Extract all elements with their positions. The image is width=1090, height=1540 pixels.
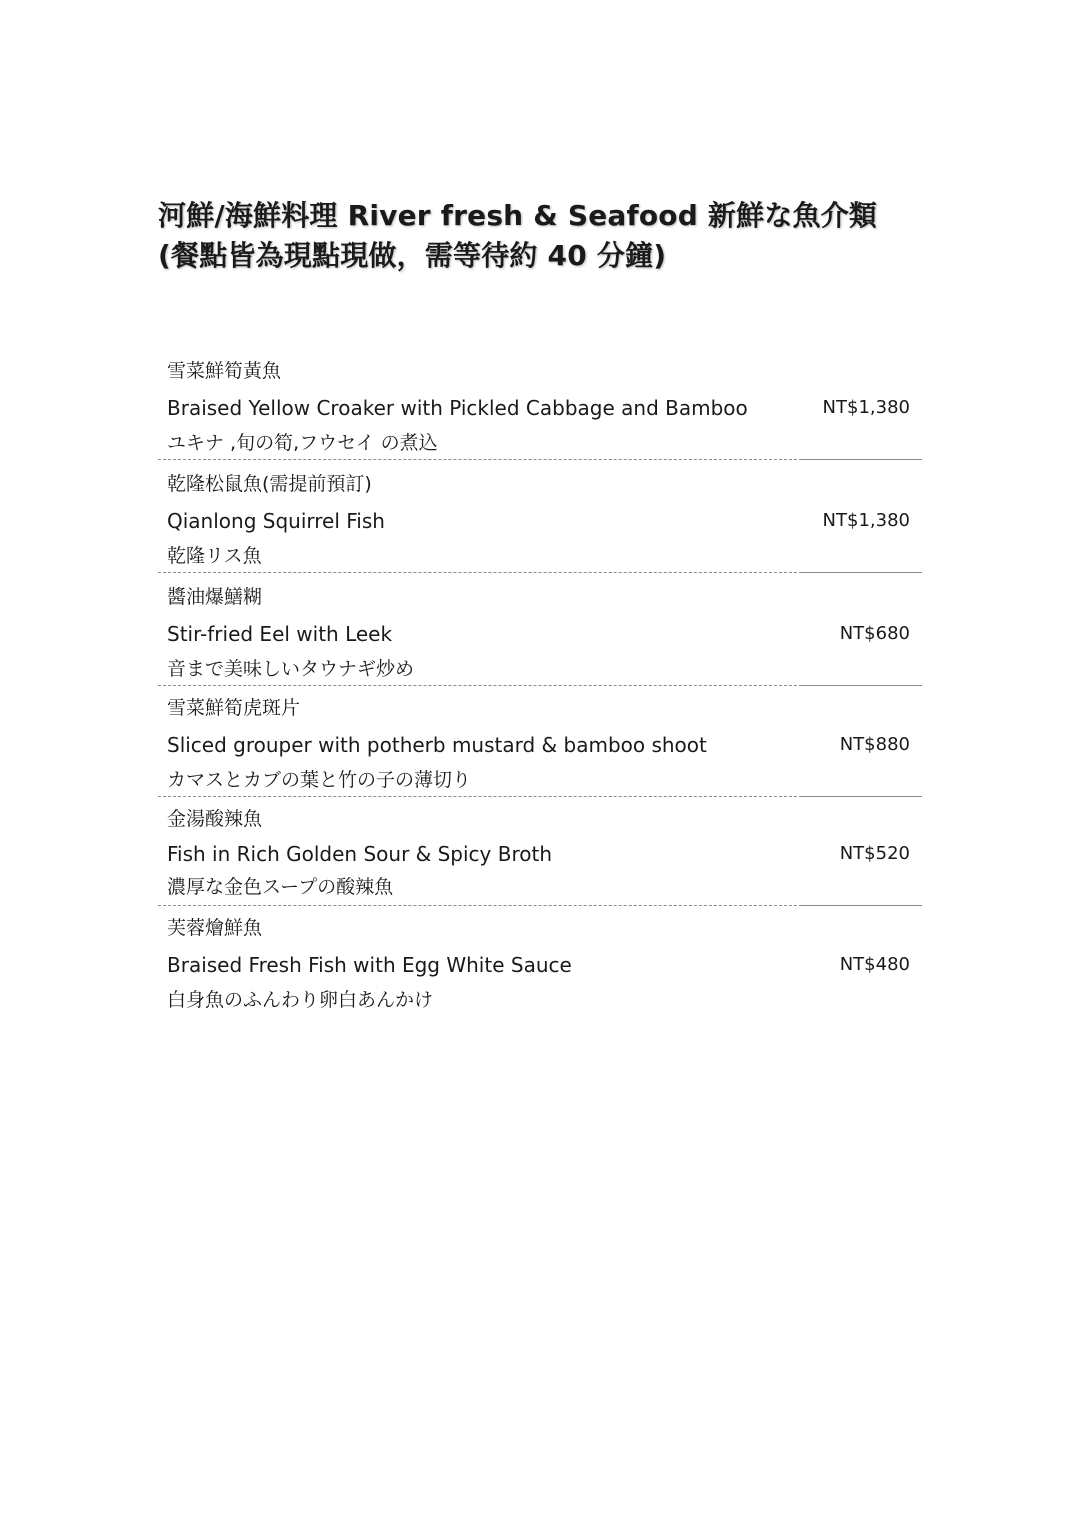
dish-name-japanese: 音まで美味しいタウナギ炒め (167, 658, 415, 680)
dish-name-english: Braised Fresh Fish with Egg White Sauce (167, 953, 572, 977)
dish-name-japanese: 白身魚のふんわり卵白あんかけ (167, 989, 434, 1011)
section-subtitle: (餐點皆為現點現做，需等待約 40 分鐘) (158, 239, 667, 272)
dish-name-chinese: 芙蓉燴鮮魚 (167, 917, 263, 939)
dish-price: NT$880 (839, 734, 910, 755)
menu-item (158, 689, 922, 800)
dish-price: NT$1,380 (822, 397, 910, 418)
menu-item (158, 578, 922, 689)
menu-item (158, 352, 922, 465)
dish-name-chinese: 雪菜鮮筍黃魚 (167, 360, 282, 382)
dish-price: NT$680 (839, 623, 910, 644)
dish-price: NT$520 (839, 843, 910, 864)
dish-name-english: Qianlong Squirrel Fish (167, 509, 385, 533)
dish-name-english: Sliced grouper with potherb mustard & bamboo shoot (167, 733, 707, 757)
dish-name-english: Braised Yellow Croaker with Pickled Cabbage and Bamboo (167, 396, 748, 420)
dish-name-japanese: 濃厚な金色スープの酸辣魚 (167, 876, 394, 898)
dish-name-chinese: 乾隆松鼠魚(需提前預訂) (167, 473, 372, 495)
dish-name-japanese: カマスとカブの葉と竹の子の薄切り (167, 769, 472, 791)
page-title (158, 196, 938, 276)
dish-name-japanese: ユキナ ,旬の筍,フウセイ の煮込 (167, 432, 438, 454)
dish-name-chinese: 醬油爆鱔糊 (167, 586, 263, 608)
dish-name-english: Fish in Rich Golden Sour & Spicy Broth (167, 842, 552, 866)
dish-name-japanese: 乾隆リス魚 (167, 545, 262, 567)
dish-name-chinese: 雪菜鮮筍虎斑片 (167, 697, 301, 719)
menu-item (158, 909, 922, 1019)
section-title: 河鮮/海鮮料理 River fresh & Seafood 新鮮な魚介類 (158, 199, 878, 232)
dish-price: NT$480 (839, 954, 910, 975)
dish-name-chinese: 金湯酸辣魚 (167, 808, 263, 830)
menu-list (158, 352, 922, 1019)
menu-item (158, 800, 922, 909)
dish-name-english: Stir-fried Eel with Leek (167, 622, 393, 646)
dish-price: NT$1,380 (822, 510, 910, 531)
menu-item (158, 465, 922, 578)
